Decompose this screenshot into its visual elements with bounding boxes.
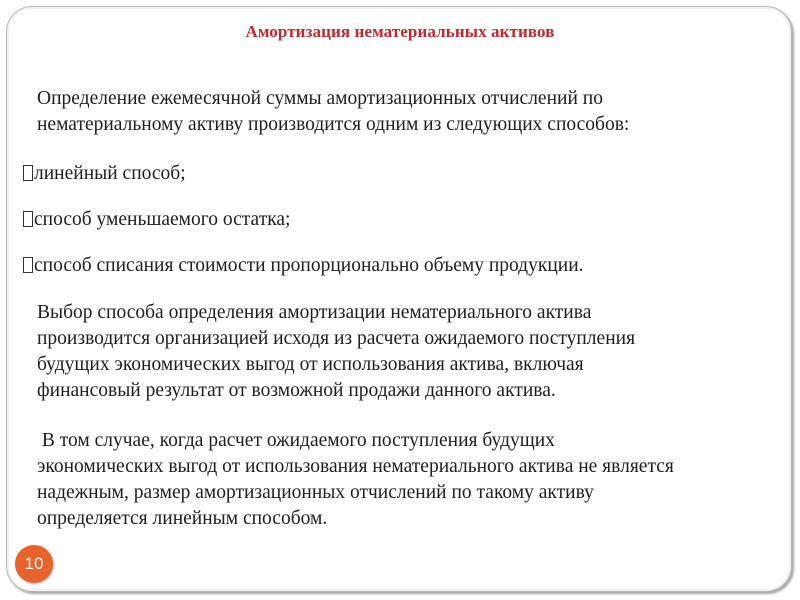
paragraph2-line-1: В том случае, когда расчет ожидаемого поступления будущих [37,430,555,451]
paragraph1-line-4: финансовый результат от возможной продажи данного актива. [37,380,556,401]
bullet-item [23,161,186,187]
paragraph2-line-2: экономических выгод от использования нематериального актива не является [37,456,674,477]
bullet-label: линейный способ; [34,163,186,184]
bullet-item [23,207,290,233]
paragraph2-line-3: надежным, размер амортизационных отчислений по такому активу [37,482,594,503]
bullet-icon [23,257,33,273]
bullet-item [23,253,584,279]
bullet-label: способ уменьшаемого остатка; [34,209,291,230]
slide-title: Амортизация нематериальных активов [245,22,555,41]
bullet-label: способ списания стоимости пропорционально объему продукции. [34,255,584,276]
bullet-icon [23,165,33,181]
intro-line-2: нематериальному активу производится одним из следующих способов: [37,114,630,135]
intro-line-1: Определение ежемесячной суммы амортизационных отчислений по [37,88,603,109]
paragraph1-line-2: производится организацией исходя из расчета ожидаемого поступления [37,328,636,349]
paragraph2-line-4: определяется линейным способом. [37,508,328,529]
slide-number-badge: 10 [15,545,53,583]
bullet-icon [23,211,33,227]
paragraph1-line-1: Выбор способа определения амортизации нематериального актива [37,302,592,323]
paragraph1-line-3: будущих экономических выгод от использования актива, включая [37,354,584,375]
